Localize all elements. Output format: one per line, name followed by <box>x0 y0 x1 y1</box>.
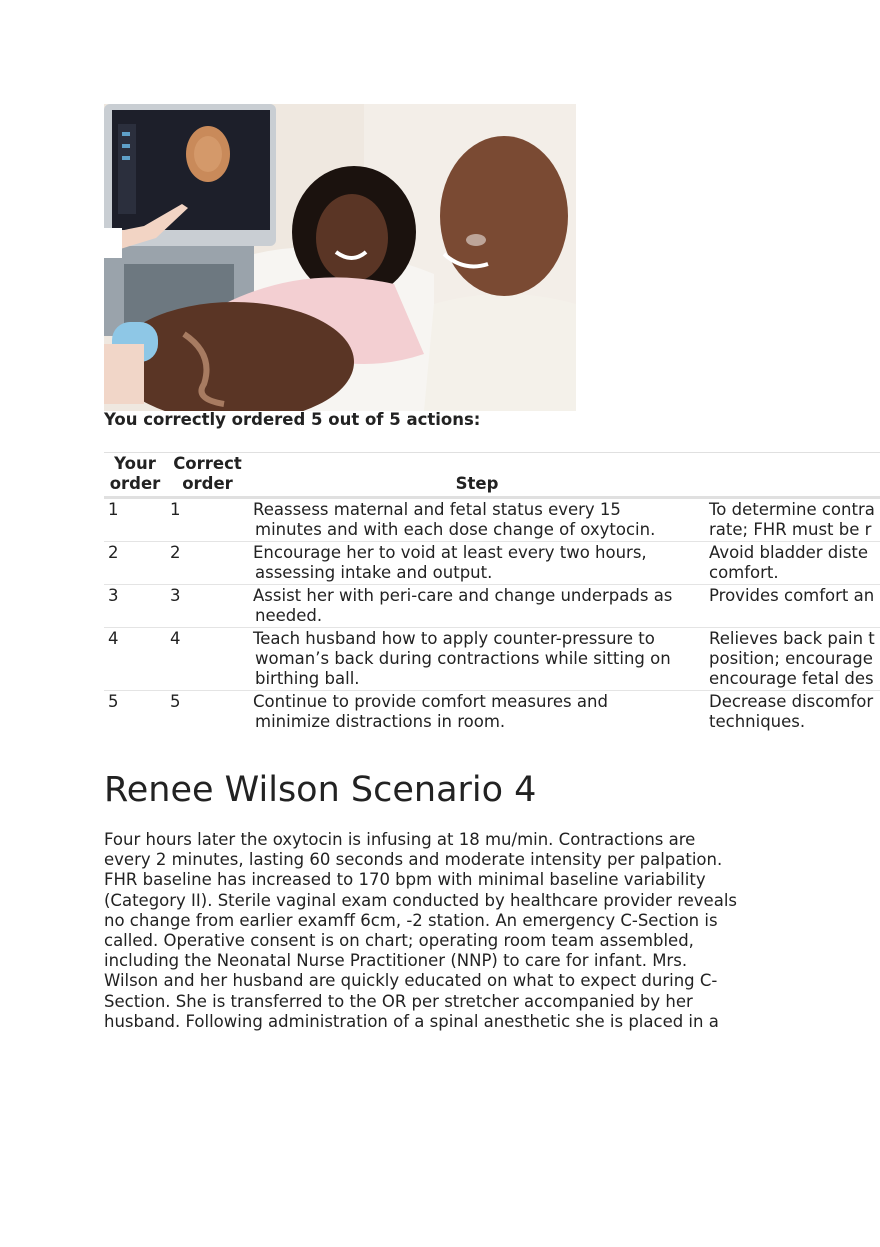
cell-your-order: 2 <box>104 542 166 585</box>
step-line: woman’s back during contractions while sitting on <box>255 649 671 668</box>
scenario-paragraph <box>104 830 774 1032</box>
cell-step <box>249 628 705 691</box>
table-row <box>104 628 880 691</box>
table-row <box>104 542 880 585</box>
table-body <box>104 498 880 734</box>
cell-correct-order: 5 <box>170 692 181 711</box>
rationale-line: rate; FHR must be r <box>709 520 872 539</box>
step-line: assessing intake and output. <box>255 563 493 582</box>
rationale-line: comfort. <box>709 563 779 582</box>
order-results-table <box>104 452 880 733</box>
cell-rationale <box>705 691 880 734</box>
paragraph-line: Wilson and her husband are quickly educated on what to expect during C- <box>104 971 718 991</box>
rationale-line: Provides comfort an <box>709 586 875 605</box>
order-results-table-wrapper <box>104 452 880 742</box>
step-line: Reassess maternal and fetal status every 15 <box>253 500 621 519</box>
cell-rationale <box>705 498 880 542</box>
rationale-line: position; encourage <box>709 649 873 668</box>
cell-your-order: 3 <box>104 585 166 628</box>
paragraph-line: Four hours later the oxytocin is infusing at 18 mu/min. Contractions are <box>104 830 696 849</box>
cell-correct-order: 3 <box>166 585 249 628</box>
cell-correct-order: 1 <box>166 498 249 542</box>
table-header-row <box>104 453 880 498</box>
rationale-line: Relieves back pain t <box>709 629 875 648</box>
step-line: Teach husband how to apply counter-pressure to <box>253 629 655 648</box>
paragraph-line: Section. She is transferred to the OR per stretcher accompanied by her <box>104 991 693 1011</box>
header-correct-order: Correct order <box>166 453 249 498</box>
header-rationale <box>705 453 880 498</box>
paragraph-line: called. Operative consent is on chart; operating room team assembled, <box>104 931 694 951</box>
cell-your-order: 1 <box>104 498 166 542</box>
paragraph-line: including the Neonatal Nurse Practitioner (NNP) to care for infant. Mrs. <box>104 951 688 971</box>
table-row <box>104 585 880 628</box>
step-line: Continue to provide comfort measures and <box>253 692 608 711</box>
cell-your-order: 4 <box>104 628 166 691</box>
cell-correct-order: 2 <box>166 542 249 585</box>
step-line: birthing ball. <box>255 669 360 688</box>
rationale-line: To determine contra <box>709 500 875 519</box>
header-step: Step <box>249 453 705 498</box>
paragraph-line: FHR baseline has increased to 170 bpm with minimal baseline variability <box>104 870 706 890</box>
step-line: needed. <box>255 606 323 625</box>
step-line: minutes and with each dose change of oxytocin. <box>255 520 656 539</box>
cell-step <box>249 585 705 628</box>
table-row <box>104 498 880 542</box>
cell-rationale <box>705 585 880 628</box>
paragraph-line: every 2 minutes, lasting 60 seconds and moderate intensity per palpation. <box>104 850 723 870</box>
section-title: Renee Wilson Scenario 4 <box>104 770 537 810</box>
step-line: Encourage her to void at least every two hours, <box>253 543 647 562</box>
rationale-line: Decrease discomfor <box>709 692 874 711</box>
header-your-order: Your order <box>104 453 166 498</box>
paragraph-line: no change from earlier examff 6cm, -2 station. An emergency C-Section is <box>104 910 718 930</box>
step-line: Assist her with peri-care and change underpads as <box>253 586 673 605</box>
table-row <box>104 691 880 734</box>
ultrasound-illustration <box>104 104 576 411</box>
cell-your-order: 5 <box>108 692 119 711</box>
paragraph-line: husband. Following administration of a spinal anesthetic she is placed in a <box>104 1011 719 1031</box>
result-summary: You correctly ordered 5 out of 5 actions: <box>104 410 481 429</box>
paragraph-line: (Category II). Sterile vaginal exam conducted by healthcare provider reveals <box>104 890 737 910</box>
cell-step <box>249 691 705 734</box>
cell-step <box>249 498 705 542</box>
cell-rationale <box>705 542 880 585</box>
rationale-line: techniques. <box>709 712 806 731</box>
cell-step <box>249 542 705 585</box>
cell-rationale <box>705 628 880 691</box>
cell-correct-order: 4 <box>166 628 249 691</box>
rationale-line: Avoid bladder diste <box>709 543 869 562</box>
step-line: minimize distractions in room. <box>255 712 506 731</box>
rationale-line: encourage fetal des <box>709 669 874 688</box>
ultrasound-photo <box>104 104 576 411</box>
